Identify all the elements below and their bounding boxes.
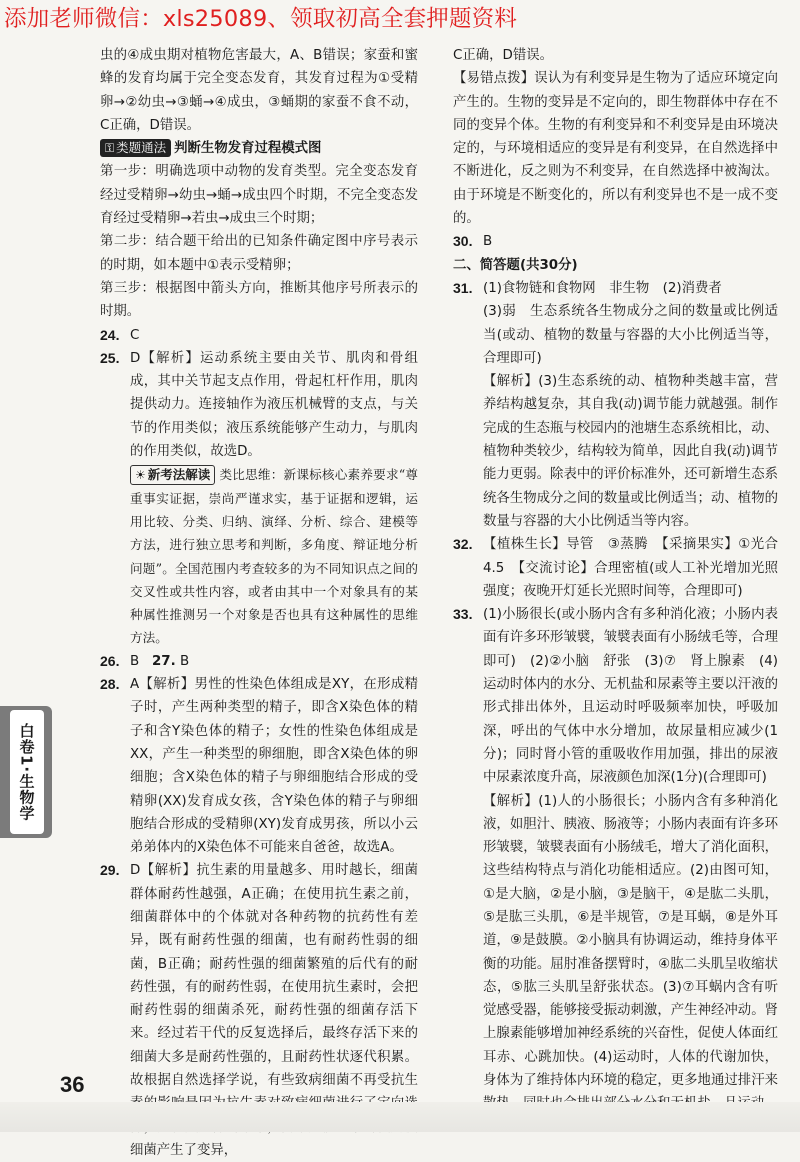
q23-continuation: 虫的④成虫期对植物危害最大，A、B错误；家蚕和蜜蜂的发育均属于完全变态发育，其发育过程为①受精卵→②幼虫→③蛹→④成虫，③蛹期的家蚕不食不动，C正确，D错误。 <box>100 48 418 133</box>
answer-text: D【解析】运动系统主要由关节、肌肉和骨组成，其中关节起支点作用，骨起杠杆作用，肌肉提供动力。连接轴作为液压机械臂的支点，与关节的作用类似；液压系统能够产生动力，与肌肉的作用类似，故选D。 <box>130 350 418 460</box>
answer-33 <box>453 603 778 1116</box>
question-number: 32. <box>453 536 473 553</box>
page-number: 36 <box>60 1072 85 1097</box>
answer-28 <box>100 673 418 859</box>
method-step3: 第三步：根据图中箭头方向，推断其他序号所表示的时期。 <box>100 280 418 320</box>
method-heading <box>100 137 418 160</box>
right-column <box>453 44 792 1116</box>
answer-text: D【解析】抗生素的用量越多、用时越长，细菌群体耐药性越强，A正确；在使用抗生素之前，细菌群体中的个体就对各种药物的抗药性有差异，既有耐药性强的细菌，也有耐药性弱的细菌，B正确；耐药性强的细菌繁殖的后代有的耐药性强，有的耐药性弱，在使用抗生素时，会把耐药性弱的细菌杀死，耐药性强的细菌存活下来。经过若干代的反复选择后，最终存活下来的细菌大多是耐药性强的，且耐药性状逐代积累。故根据自然选择学说，有些致病细菌不再受抗生 细菌产生了变异， <box>130 863 418 1158</box>
new-exam-note <box>100 463 418 649</box>
question-number: 31. <box>453 279 473 296</box>
answer-text: (1)食物链和食物网 非生物 (2)消费者 <box>483 280 722 296</box>
method-step2: 第二步：结合题干给出的已知条件确定图中序号表示的时期，如本题中①表示受精卵； <box>100 234 418 273</box>
answer-32 <box>453 533 792 603</box>
question-number: 24. <box>100 326 120 343</box>
question-number: 30. <box>453 233 473 250</box>
new-exam-tag: ☀ 新考法解读 <box>130 465 215 485</box>
side-tab <box>0 706 52 838</box>
answer-text: B <box>179 653 190 669</box>
answer-text: 【植株生长】导管 ③蒸腾 【采摘果实】①光合 4.5 【交流讨论】合理密植(或人工补光增加光照强度；夜晚开灯延长光照时间等，合理即可) <box>483 537 792 599</box>
q29-continuation: C正确，D错误。 <box>453 48 554 63</box>
question-number: 29. <box>100 862 120 879</box>
answer-text: A【解析】男性的性染色体组成是XY，在形成精子时，产生两种类型的精子，即含X染色体的精子和含Y染色体的精子；女性的性染色体组成是XX，产生一种类型的卵细胞，即含X染色体的卵细胞；含X染色体的精子与卵细胞结合形成的受精卵(XX)发育成女孩，含Y染色体的精子与卵细胞结合形成的受精卵(XY)发育成男孩，所以小云弟弟体内的X染色体不可能来自爸爸，故选A。 <box>130 677 418 856</box>
section-heading <box>453 254 778 277</box>
section-title: 二、简答题(共30分) <box>453 257 578 273</box>
question-number: 27. <box>151 653 176 669</box>
answer-30 <box>453 230 778 253</box>
key-icon: ⚿ <box>105 141 115 156</box>
answer-text: (1)小肠很长(或小肠内含有多种消化液；小肠内表面有许多环形皱襞，皱襞表面有小肠绒毛等，合理即可) (2)②小脑 舒张 (3)⑦ 肾上腺素 (4)运动时体内的水分、无机盐和尿素等主要以汗液的形式排出体外，且运动时呼吸频率加快，呼吸加深，呼出的气体中水分增加，故尿量相应减少(1分)；同时肾小管的重吸收作用加强，排出的尿液中尿素浓度升高，尿液颜色加深(1分)(合理即可) <box>483 607 778 786</box>
answer-26-27 <box>100 650 418 673</box>
mistake-tip: 【易错点拨】误认为有利变异是生物为了适应环境定向产生的。生物的变异是不定向的，即生物群体中存在不同的变异个体。生物的有利变异和不利变异是由环境决定的，与环境相适应的变异是有利变异，在自然选择中不断进化，反之则为不利变异，在自然选择中被淘汰。由于环境是不断变化的，所以有利变异也不是一成不变的。 <box>453 71 778 227</box>
question-number: 25. <box>100 349 120 366</box>
side-tab-label: 白卷1·生物学 <box>10 710 44 834</box>
answer-text: (3)弱 生态系统各生物成分之间的数量或比例适当(或动、植物的数量与容器的大小比例适当等，合理即可) <box>483 304 778 366</box>
answer-text: C <box>130 327 140 343</box>
answer-24 <box>100 324 418 347</box>
question-number: 33. <box>453 606 473 623</box>
question-number: 28. <box>100 676 120 693</box>
question-number: 26. <box>100 652 120 669</box>
method-step1: 第一步：明确选项中动物的发育类型。完全变态发育经过受精卵→幼虫→蛹→成虫四个时期，不完全变态发育经过受精卵→若虫→成虫三个时期； <box>100 164 418 227</box>
left-column <box>100 44 418 1162</box>
lightbulb-icon: ☀ <box>135 468 146 483</box>
promo-banner: 添加老师微信：xls25089、领取初高全套押题资料 <box>4 6 518 32</box>
analysis-text: 【解析】(3)生态系统的动、植物种类越丰富，营养结构越复杂，其自我(动)调节能力就越强。制作完成的生态瓶与校园内的池塘生态系统相比，动、植物种类较少，结构较为简单，因此自我(动)调节能力更弱。除表中的评价标准外，还可新增生态系统各生物成分之间的数量或比例适当；动、植物的数量与容器的大小比例适当等内容。 <box>483 374 778 529</box>
method-title: 判断生物发育过程模式图 <box>174 141 322 157</box>
answer-text: B <box>130 653 140 669</box>
answer-25 <box>100 347 418 463</box>
page-bottom-edge <box>0 1102 800 1132</box>
answer-31 <box>453 277 778 533</box>
answer-text: B <box>483 234 493 250</box>
method-tag: ⚿ 类题通法 <box>100 139 171 157</box>
new-exam-text: 类比思维：新课标核心素养要求“尊重事实证据，崇尚严谨求实，基于证据和逻辑，运用比较、分类、归纳、演绎、分析、综合、建模等方法，进行独立思考和判断，多角度、辩证地分析问题”。全国范围内考查较多的为不同知识点之间的交叉性或共性内容，或者由其中一个对象具有的某种属性推测另一个对象是否也具有这种属性的思维方法。 <box>130 467 418 646</box>
analysis-text: 【解析】(1)人的小肠很长；小肠内含有多种消化液，如胆汁、胰液、肠液等；小肠内表面有许多环形皱襞，皱襞表面有小肠绒毛，增大了消化面积，这些结构特点与消化功能相适应。(2)由图可知，①是大脑，②是小脑，③是脑干，④是肱二头肌，⑤是肱三头肌，⑥是半规管，⑦是耳蜗，⑧是外耳道，⑨是鼓膜。②小脑具有协调运动，维持身体平衡的功能。屈肘准备摆臂时，④肱二头肌呈收缩状态，⑤肱三头肌呈舒张状态。(3)⑦耳蜗内含有听觉感受器，能够接受振动刺激，产生神经冲动。肾上腺素能够增加神经系统的兴奋性，促使人体面红耳赤、心跳加快。(4)运动时，人体的代谢加快，身体为了维持体内环境的稳定，更多地通过排汗来 <box>483 793 778 1089</box>
